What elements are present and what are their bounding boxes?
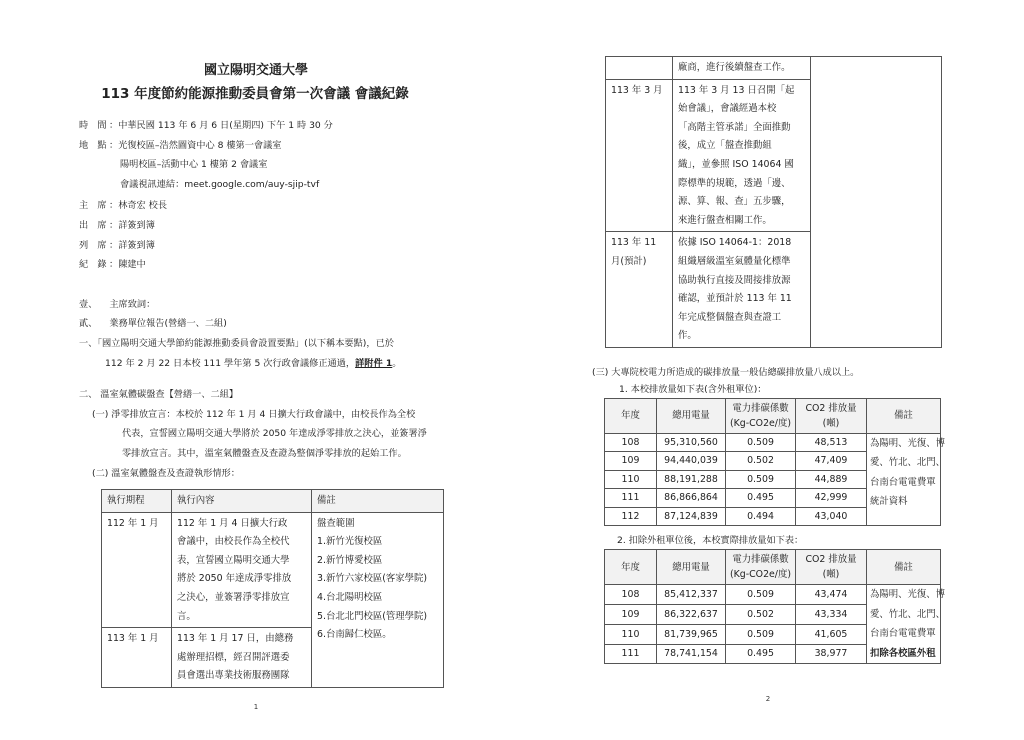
emission-note: 為陽明、光復、博 愛、竹北、北門、 台南台電電費單 統計資料 <box>867 433 941 526</box>
page-number: 2 <box>765 695 771 704</box>
emission-table-header: 年度 總用電量 電力排碳係數 (Kg-CO2e/度) CO2 排放量 (噸) 備註 <box>605 398 941 433</box>
table-row: 108 95,310,560 0.509 48,513 為陽明、光復、博 愛、竹北、北門、 台南台電電費單 統計資料 <box>605 433 941 452</box>
row-content: 113 年 3 月 13 日召開「起 始會議」，會議經過本校 「高階主管承諾」全面推動 後，成立「盤查推動組 織」，並參照 ISO 14064 國 際標準的規範，透過「邊、 源、算、報、查」五步驟， 來進行盤查相關工作。 <box>673 79 811 232</box>
row-content: 依據 ISO 14064-1：2018 組織層級溫室氣體量化標準 協助執行直接及間接排放源 確認，並預計於 113 年 11 年完成整個盤查與查證工 作。 <box>673 232 811 348</box>
table-row: 112 87,124,839 0.494 43,040 <box>605 507 941 526</box>
table-row: 109 94,440,039 0.502 47,409 <box>605 452 941 471</box>
info-location: 地 點 ：光復校區–浩然圖資中心 8 樓第一會議室 <box>79 139 282 151</box>
table-row: 111 86,866,864 0.495 42,999 <box>605 489 941 508</box>
row-period: 113 年 3 月 <box>606 79 673 232</box>
info-recorder: 紀 錄 ：陳建中 <box>79 259 146 271</box>
section-chair-speech: 壹、 主席致詞： <box>79 298 156 310</box>
table-row <box>102 512 444 628</box>
table-row: 110 81,739,965 0.509 41,605 <box>605 624 941 644</box>
meeting-title: 113 年度節約能源推動委員會第一次會議 會議紀錄 <box>101 86 409 102</box>
table-row: 廠商，進行後續盤查工作。 <box>606 57 942 80</box>
scope-notes: 盤查範圍 1.新竹光復校區 2.新竹博愛校區 3.新竹六家校區(客家學院) 4.台北陽明校區 5.台北北門校區(管理學院) 6.台南歸仁校區。 <box>312 512 444 687</box>
row-period: 113 年 1 月 <box>102 628 172 688</box>
header-content: 執行內容 <box>172 490 312 513</box>
table2-caption: 2. 扣除外租單位後，本校實際排放量如下表： <box>617 535 804 547</box>
table-row: 111 78,741,154 0.495 38,977 <box>605 644 941 664</box>
table-row: 110 88,191,288 0.509 44,889 <box>605 470 941 489</box>
emission-table-excl-rental <box>604 549 946 664</box>
emission-note: 為陽明、光復、博 愛、竹北、北門、 台南台電電費單 扣除各校區外租 <box>867 585 941 664</box>
section-business-report: 貳、 業務單位報告(營繕一、二組) <box>79 318 227 330</box>
schedule-table-continued <box>605 56 942 348</box>
table1-caption: 1. 本校排放量如下表(含外租單位)： <box>619 383 767 395</box>
info-video-link[interactable]: 會議視訊連結：meet.google.com/auy-sjip-tvf <box>120 178 320 190</box>
item-1: 一、「國立陽明交通大學節約能源推動委員會設置要點」(以下稱本要點)，已於 112 年 2 月 22 日本校 111 學年第 5 次行政會議修正通過，詳附件 1。 <box>79 337 402 369</box>
emission-table-header: 年度 總用電量 電力排碳係數 (Kg-CO2e/度) CO2 排放量 (噸) 備註 <box>605 550 941 585</box>
info-time: 時 間 ：中華民國 113 年 6 月 6 日(星期四) 下午 1 時 30 分 <box>79 120 333 131</box>
header-period: 執行期程 <box>102 490 172 513</box>
document-page-1 <box>0 0 512 712</box>
document-page-2 <box>512 0 1024 704</box>
table-row: 109 86,322,637 0.502 43,334 <box>605 605 941 625</box>
attachment-1-link[interactable]: 詳附件 1 <box>355 357 393 369</box>
info-location-2: 陽明校區–活動中心 1 樓第 2 會議室 <box>120 159 268 171</box>
item-2: 二、 溫室氣體碳盤查【營繕一、二組】 (一) 淨零排放宣言：本校於 112 年 1 月 4 日擴大行政會議中，由校長作為全校 代表，宣誓國立陽明交通大學將於 2050 年達成淨零排放之決心，並簽署淨 零排放宣言。其中，溫室氣體盤查及查證為整個淨零排放的起始工作。 (二) 溫室氣體盤查及查證執形情形： <box>79 389 427 479</box>
notes-cell-empty <box>811 57 942 348</box>
page-number: 1 <box>253 703 259 712</box>
info-attendees: 出 席 ：詳簽到簿 <box>79 219 155 231</box>
table-row: 108 85,412,337 0.509 43,474 為陽明、光復、博 愛、竹北、北門、 台南台電電費單 扣除各校區外租 <box>605 585 941 605</box>
header-notes: 備註 <box>312 490 444 513</box>
schedule-table-header <box>102 490 444 513</box>
row-period: 113 年 11 月(預計) <box>606 232 673 348</box>
meeting-info <box>79 116 472 275</box>
section-3: (三) 大專院校電力所造成的碳排放量一般佔總碳排放量八成以上。 <box>592 366 860 378</box>
row-period: 112 年 1 月 <box>102 512 172 628</box>
schedule-table <box>101 489 444 688</box>
info-chair: 主 席 ：林奇宏 校長 <box>79 200 168 212</box>
row-content: 112 年 1 月 4 日擴大行政 會議中，由校長作為全校代 表，宣誓國立陽明交通大學 將於 2050 年達成淨零排放 之決心，並簽署淨零排放宣 言。 <box>172 512 312 628</box>
row-content: 113 年 1 月 17 日，由總務 處辦理招標，經召開評選委 員會選出專業技術服務團隊 <box>172 628 312 688</box>
info-observers: 列 席 ：詳簽到簿 <box>79 239 155 251</box>
organization-title: 國立陽明交通大學 <box>203 63 308 78</box>
emission-table-incl-rental <box>604 398 946 527</box>
